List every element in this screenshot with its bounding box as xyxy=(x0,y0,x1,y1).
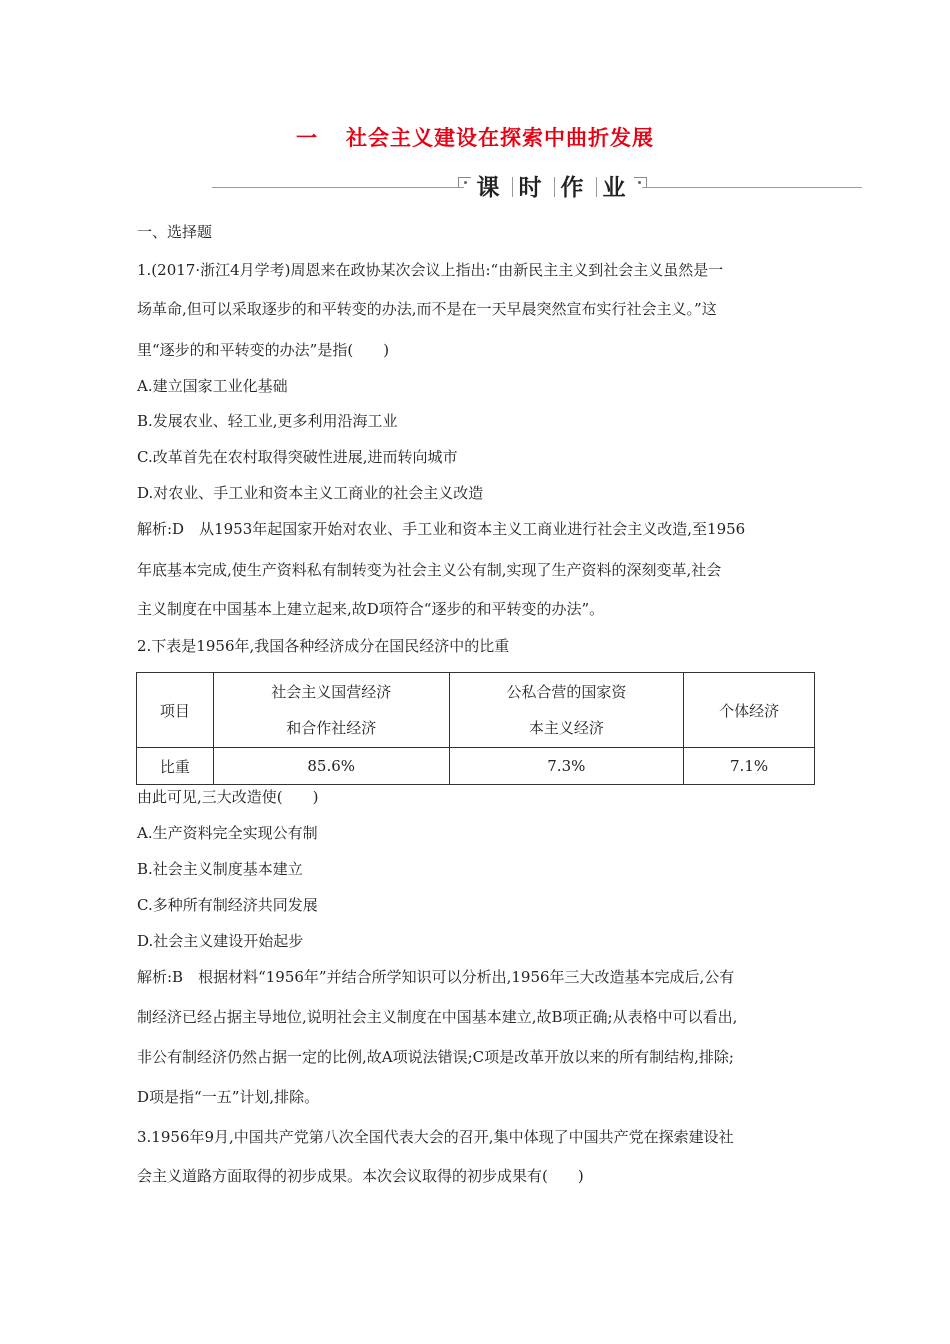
banner-char: 时 xyxy=(518,175,548,201)
q2-analysis-line: D项是指“一五”计划,排除。 xyxy=(137,1088,320,1106)
q2-option-c: C.多种所有制经济共同发展 xyxy=(137,896,318,914)
table-header-text: 和合作社经济 xyxy=(286,719,377,737)
q1-stem-line: 场革命,但可以采取逐步的和平转变的办法,而不是在一天早晨突然宣布实行社会主义。”这 xyxy=(137,300,717,318)
q3-stem-line: 会主义道路方面取得的初步成果。本次会议取得的初步成果有( ) xyxy=(137,1167,584,1185)
banner-char: 作 xyxy=(560,175,590,201)
q1-option-c: C.改革首先在农村取得突破性进展,进而转向城市 xyxy=(137,448,458,466)
q1-option-a: A.建立国家工业化基础 xyxy=(137,377,288,395)
homework-banner xyxy=(212,168,862,200)
q2-analysis-line: 制经济已经占据主导地位,说明社会主义制度在中国基本建立,故B项正确;从表格中可以看出, xyxy=(137,1008,738,1026)
q1-analysis-line: 主义制度在中国基本上建立起来,故D项符合“逐步的和平转变的办法”。 xyxy=(137,600,605,618)
banner-rule-right xyxy=(642,187,862,188)
table-header-cell: 项目 xyxy=(137,673,214,748)
economy-share-table xyxy=(136,672,815,785)
q2-option-a: A.生产资料完全实现公有制 xyxy=(137,824,318,842)
table-cell: 7.1% xyxy=(684,748,815,785)
q1-analysis-line: 解析:D 从1953年起国家开始对农业、手工业和资本主义工商业进行社会主义改造,至1956 xyxy=(137,520,746,538)
q1-analysis-line: 年底基本完成,使生产资料私有制转变为社会主义公有制,实现了生产资料的深刻变革,社会 xyxy=(137,561,722,579)
banner-char: 业 xyxy=(602,175,632,201)
banner-char: 课 xyxy=(476,175,506,201)
q2-stem: 2.下表是1956年,我国各种经济成分在国民经济中的比重 xyxy=(137,637,510,655)
table-row xyxy=(137,748,815,785)
page-title xyxy=(0,122,950,152)
table-header-text: 社会主义国营经济 xyxy=(271,683,392,701)
table-header-text: 公私合营的国家资 xyxy=(506,683,627,701)
banner-rule-left xyxy=(212,187,464,188)
q3-stem-line: 3.1956年9月,中国共产党第八次全国代表大会的召开,集中体现了中国共产党在探索建设社 xyxy=(137,1128,734,1146)
table-header-row xyxy=(137,673,815,748)
q1-option-b: B.发展农业、轻工业,更多利用沿海工业 xyxy=(137,412,398,430)
banner-bracket-left xyxy=(458,177,471,188)
table-cell: 7.3% xyxy=(449,748,684,785)
q1-stem-line: 1.(2017·浙江4月学考)周恩来在政协某次会议上指出:“由新民主主义到社会主义虽然是一 xyxy=(137,261,724,279)
q1-option-d: D.对农业、手工业和资本主义工商业的社会主义改造 xyxy=(137,484,484,502)
table-header-text: 本主义经济 xyxy=(528,719,604,737)
q2-question: 由此可见,三大改造使( ) xyxy=(137,788,319,806)
q2-option-b: B.社会主义制度基本建立 xyxy=(137,860,303,878)
title-text: 社会主义建设在探索中曲折发展 xyxy=(346,126,654,150)
table-header-cell xyxy=(449,673,684,748)
q2-analysis-line: 非公有制经济仍然占据一定的比例,故A项说法错误;C项是改革开放以来的所有制结构,排除; xyxy=(137,1048,734,1066)
banner-label xyxy=(474,169,634,202)
table-cell: 85.6% xyxy=(213,748,449,785)
q2-analysis-line: 解析:B 根据材料“1956年”并结合所学知识可以分析出,1956年三大改造基本完成后,公有 xyxy=(137,968,735,986)
table-cell: 比重 xyxy=(137,748,214,785)
table-header-cell: 个体经济 xyxy=(684,673,815,748)
section-heading: 一、选择题 xyxy=(137,223,213,241)
q2-option-d: D.社会主义建设开始起步 xyxy=(137,932,304,950)
table-header-cell xyxy=(213,673,449,748)
title-number: 一 xyxy=(296,126,318,150)
q1-stem-line: 里“逐步的和平转变的办法”是指( ) xyxy=(137,341,390,359)
